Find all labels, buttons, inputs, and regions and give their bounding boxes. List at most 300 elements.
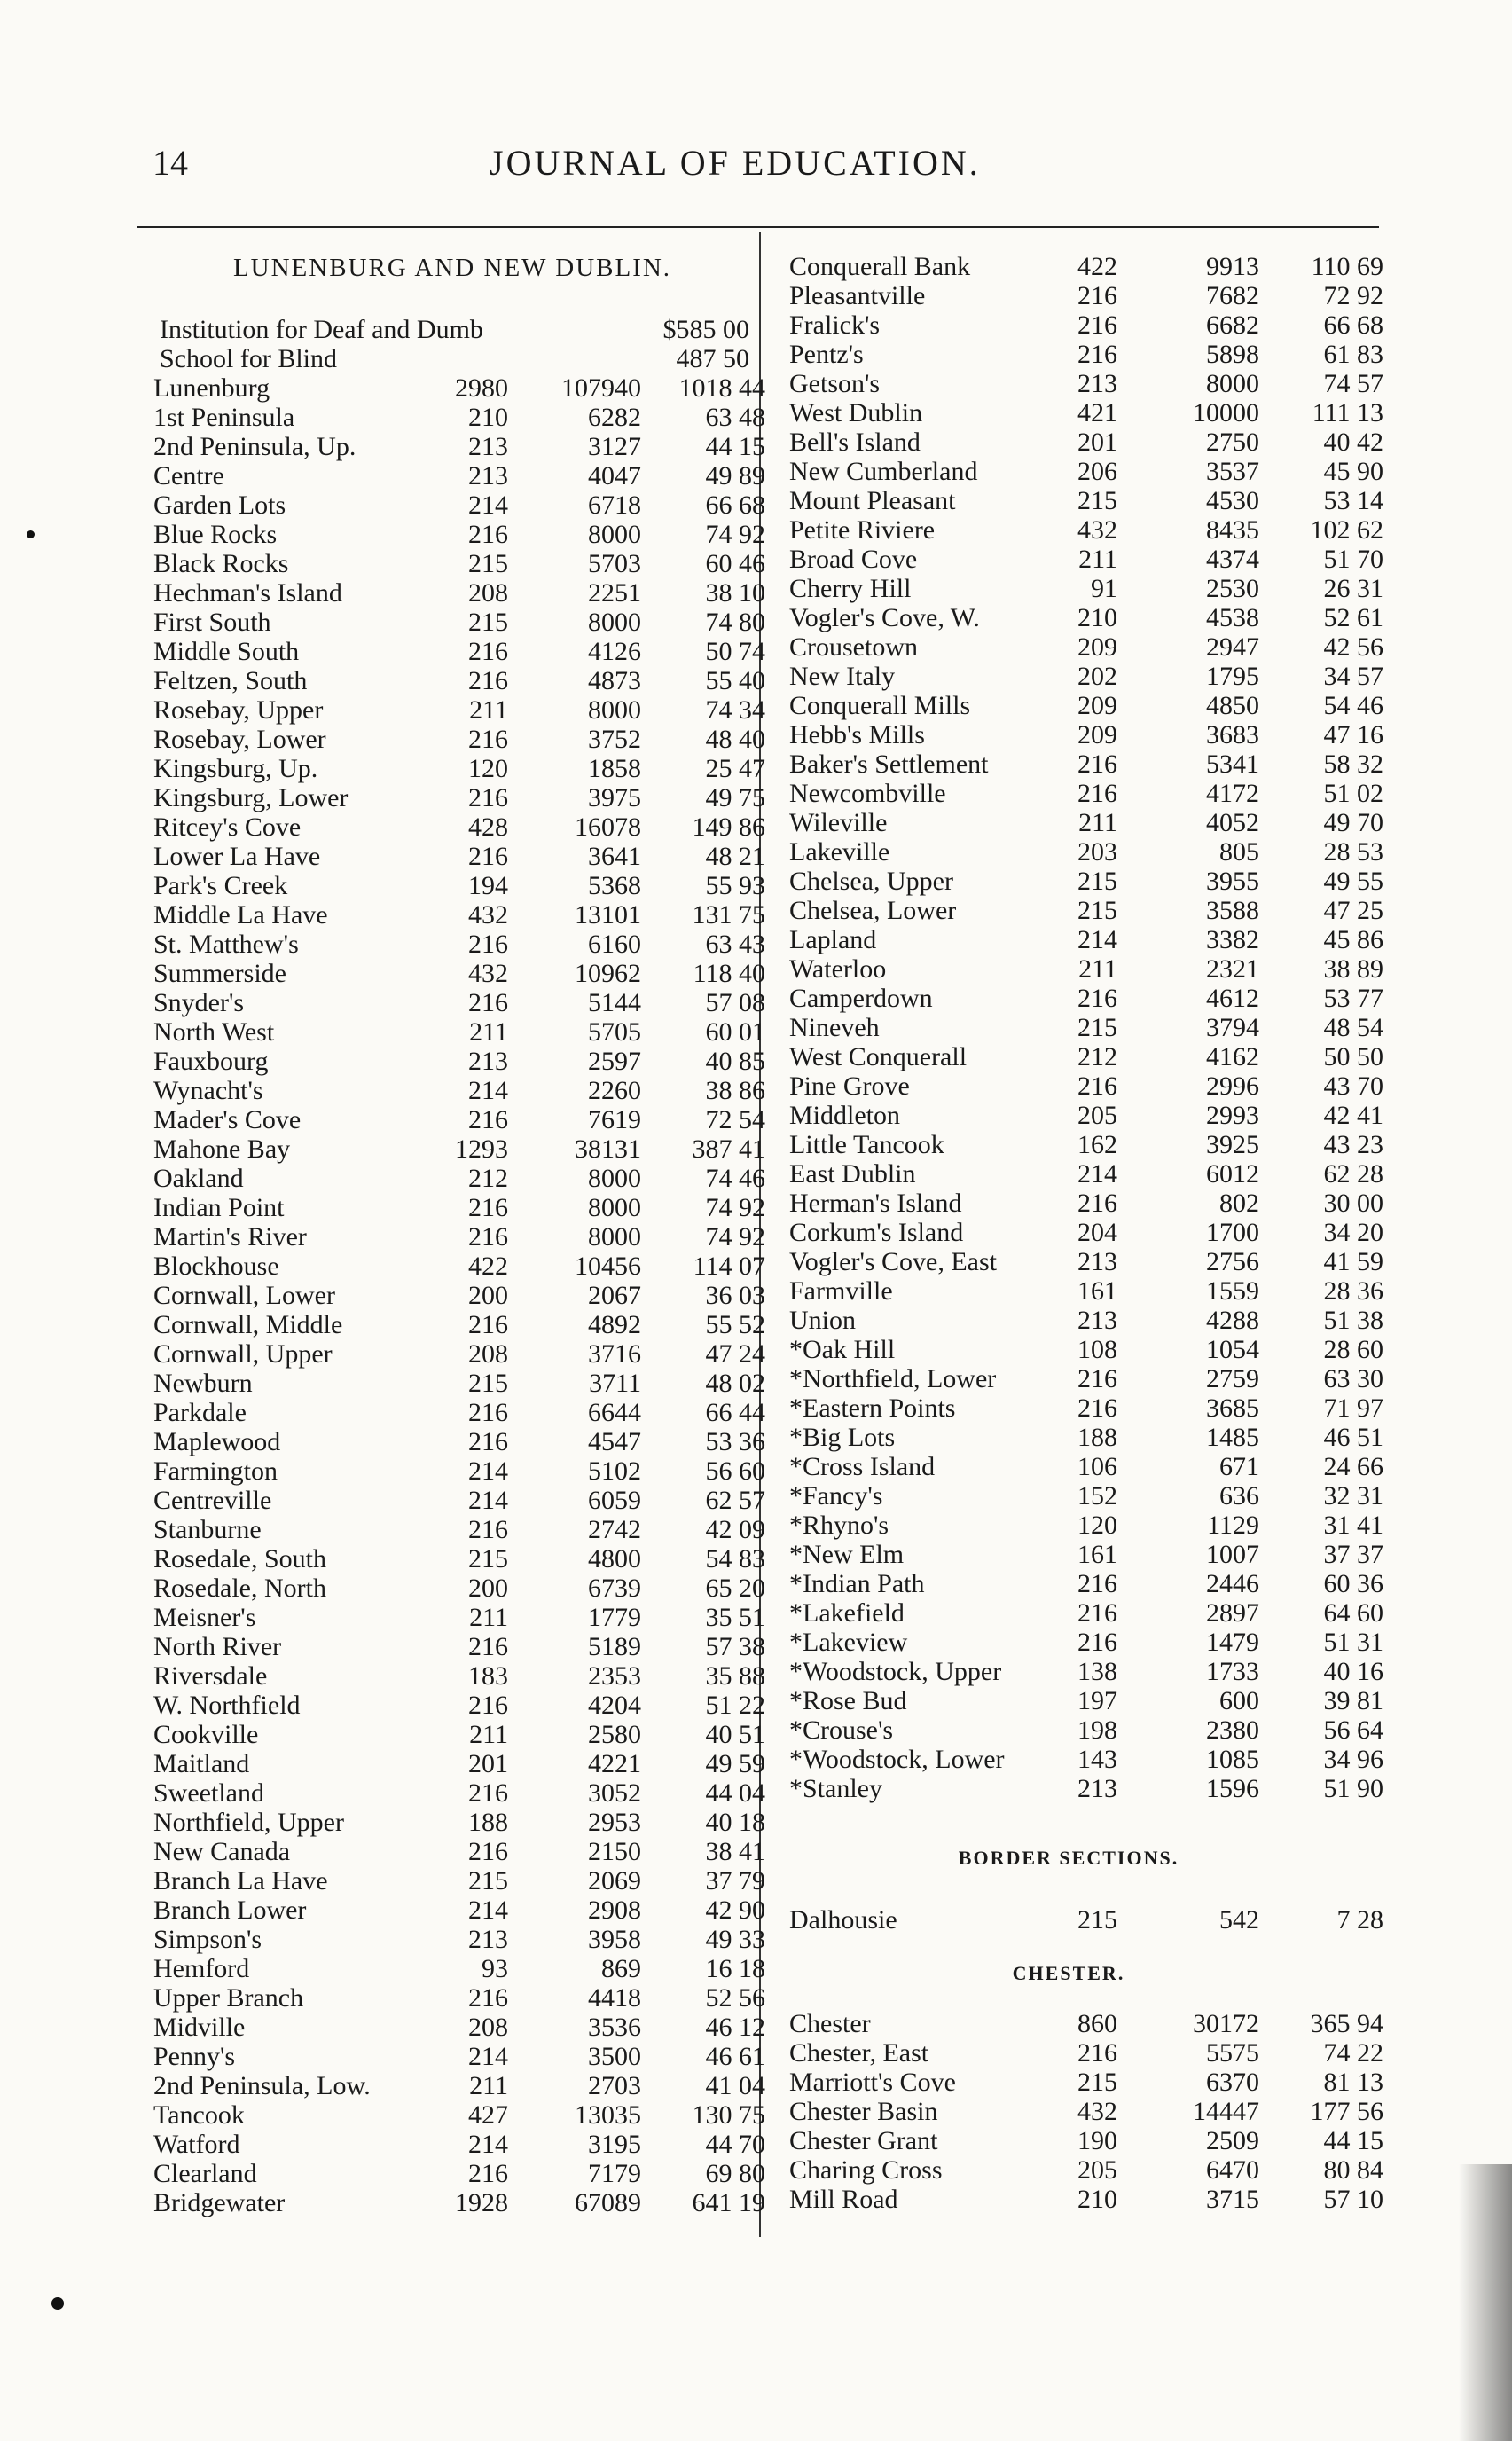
right-table-section-name: Vogler's Cove, W. <box>789 603 980 632</box>
right-table-section-name: Broad Cove <box>789 545 918 574</box>
left-table-row <box>153 373 774 403</box>
left-table-value-c1: 211 <box>469 2071 508 2100</box>
right-table-row <box>789 1715 1410 1745</box>
right-table-value-c2: 671 <box>1219 1452 1259 1481</box>
left-table-value-c3: 54 83 <box>705 1544 765 1574</box>
right-table-value-c2: 805 <box>1219 837 1259 867</box>
right-table-value-c2: 600 <box>1219 1686 1259 1715</box>
chester-row <box>789 2155 1410 2185</box>
right-table-value-c1: 216 <box>1077 1628 1117 1657</box>
right-table-value-c3: 54 46 <box>1323 691 1383 720</box>
left-table-value-c1: 200 <box>468 1574 508 1603</box>
left-table-row <box>153 988 774 1017</box>
left-table-value-c2: 3536 <box>588 2013 641 2042</box>
right-table-value-c2: 2996 <box>1206 1071 1259 1101</box>
left-table-value-c2: 6160 <box>588 930 641 959</box>
right-table-value-c1: 143 <box>1077 1745 1117 1774</box>
right-table-value-c3: 31 41 <box>1323 1511 1383 1540</box>
right-table-value-c3: 58 32 <box>1323 750 1383 779</box>
left-table-value-c1: 216 <box>468 783 508 812</box>
right-table-value-c1: 209 <box>1077 691 1117 720</box>
left-table-section-name: Lunenburg <box>153 373 270 403</box>
left-table-value-c3: 72 54 <box>705 1105 765 1134</box>
chester-value-c3: 177 56 <box>1310 2097 1383 2126</box>
left-table-row <box>153 432 774 461</box>
right-table-row <box>789 662 1410 691</box>
right-table-value-c3: 102 62 <box>1310 515 1383 545</box>
left-table-value-c3: 65 20 <box>705 1574 765 1603</box>
right-table-row <box>789 574 1410 603</box>
right-table-value-c3: 34 96 <box>1323 1745 1383 1774</box>
right-table-row <box>789 1042 1410 1071</box>
left-table-value-c1: 216 <box>468 725 508 754</box>
right-table-section-name: East Dublin <box>789 1159 916 1189</box>
right-table-row <box>789 252 1410 281</box>
left-table-value-c3: 16 18 <box>705 1954 765 1983</box>
right-table-value-c1: 206 <box>1077 457 1117 486</box>
left-table-row <box>153 959 774 988</box>
left-table-value-c1: 215 <box>468 608 508 637</box>
left-table-row <box>153 871 774 900</box>
left-table-value-c2: 3752 <box>588 725 641 754</box>
right-table-value-c1: 215 <box>1077 1013 1117 1042</box>
right-table-value-c3: 38 89 <box>1323 954 1383 984</box>
right-table-section-name: Farmville <box>789 1276 893 1306</box>
institution-row <box>160 315 754 344</box>
right-table-value-c3: 61 83 <box>1323 340 1383 369</box>
right-table-value-c3: 110 69 <box>1311 252 1383 281</box>
right-table-value-c2: 7682 <box>1206 281 1259 310</box>
right-table-value-c3: 60 36 <box>1323 1569 1383 1598</box>
right-table-section-name: West Conquerall <box>789 1042 968 1071</box>
right-table-section-name: Lapland <box>789 925 877 954</box>
right-table-section-name: Corkum's Island <box>789 1218 964 1247</box>
right-table-row <box>789 310 1410 340</box>
left-table-value-c2: 8000 <box>588 608 641 637</box>
left-table-row <box>153 1310 774 1339</box>
left-table-value-c1: 215 <box>468 1866 508 1896</box>
left-table-value-c1: 211 <box>469 1603 508 1632</box>
left-table-value-c1: 214 <box>468 1456 508 1486</box>
right-table-value-c3: 51 02 <box>1323 779 1383 808</box>
right-table-value-c3: 51 90 <box>1323 1774 1383 1803</box>
left-table-value-c1: 216 <box>468 1427 508 1456</box>
left-table-section-name: Watford <box>153 2130 240 2159</box>
left-table-section-name: Upper Branch <box>153 1983 304 2013</box>
border-section-name: Dalhousie <box>789 1905 897 1935</box>
right-table-row <box>789 1276 1410 1306</box>
right-table-row <box>789 720 1410 750</box>
chester-section-name: Marriott's Cove <box>789 2068 956 2097</box>
right-table-row <box>789 545 1410 574</box>
left-table-value-c1: 216 <box>468 1193 508 1222</box>
right-table-value-c2: 3925 <box>1206 1130 1259 1159</box>
left-table-value-c1: 194 <box>468 871 508 900</box>
left-table-section-name: Blockhouse <box>153 1252 279 1281</box>
chester-value-c3: 44 15 <box>1323 2126 1383 2155</box>
right-table-value-c3: 45 90 <box>1323 457 1383 486</box>
left-table-section-name: Ritcey's Cove <box>153 812 302 842</box>
left-table-section-name: North West <box>153 1017 275 1047</box>
left-table-value-c3: 49 75 <box>705 783 765 812</box>
left-table-value-c2: 2597 <box>588 1047 641 1076</box>
right-table-section-name: *Big Lots <box>789 1423 896 1452</box>
left-table-value-c1: 216 <box>468 842 508 871</box>
right-table-value-c2: 1733 <box>1206 1657 1259 1686</box>
left-table-section-name: Summerside <box>153 959 286 988</box>
left-table-value-c3: 37 79 <box>705 1866 765 1896</box>
right-table-row <box>789 1159 1410 1189</box>
left-table-section-name: 2nd Peninsula, Low. <box>153 2071 371 2100</box>
left-table-row <box>153 1603 774 1632</box>
right-table-section-name: Pleasantville <box>789 281 926 310</box>
left-table-section-name: Cornwall, Lower <box>153 1281 335 1310</box>
left-table-value-c3: 74 92 <box>705 1193 765 1222</box>
chester-value-c2: 14447 <box>1193 2097 1259 2126</box>
top-rule <box>137 226 1379 228</box>
right-table-value-c1: 205 <box>1077 1101 1117 1130</box>
right-table-value-c1: 203 <box>1077 837 1117 867</box>
right-table-value-c1: 152 <box>1077 1481 1117 1511</box>
left-table-row <box>153 2071 774 2100</box>
right-table-section-name: *Eastern Points <box>789 1393 956 1423</box>
left-table-section-name: Midville <box>153 2013 246 2042</box>
chester-value-c3: 80 84 <box>1323 2155 1383 2185</box>
left-table-value-c1: 183 <box>468 1661 508 1691</box>
left-table-value-c3: 60 46 <box>705 549 765 578</box>
left-table-value-c2: 4418 <box>588 1983 641 2013</box>
left-table-value-c1: 214 <box>468 1486 508 1515</box>
left-table-value-c1: 428 <box>468 812 508 842</box>
left-table-value-c3: 118 40 <box>693 959 765 988</box>
left-table-value-c3: 41 04 <box>705 2071 765 2100</box>
chester-section-name: Chester <box>789 2009 871 2038</box>
institution-amount: $585 00 <box>662 315 749 344</box>
left-table-value-c2: 3958 <box>588 1925 641 1954</box>
left-table-section-name: Kingsburg, Lower <box>153 783 349 812</box>
right-table-value-c3: 39 81 <box>1323 1686 1383 1715</box>
chester-section-name: Mill Road <box>789 2185 898 2214</box>
left-table-value-c3: 62 57 <box>705 1486 765 1515</box>
left-table-row <box>153 842 774 871</box>
right-table-section-name: Little Tancook <box>789 1130 944 1159</box>
left-table-value-c1: 215 <box>468 1544 508 1574</box>
left-table-value-c3: 40 85 <box>705 1047 765 1076</box>
right-table-value-c2: 6012 <box>1206 1159 1259 1189</box>
right-table-section-name: Crousetown <box>789 632 918 662</box>
left-table-value-c1: 208 <box>468 1339 508 1369</box>
left-table-value-c3: 57 38 <box>705 1632 765 1661</box>
left-table-value-c2: 2260 <box>588 1076 641 1105</box>
right-table-section-name: New Italy <box>789 662 896 691</box>
right-table-value-c2: 2750 <box>1206 428 1259 457</box>
right-table-section-name: *Crouse's <box>789 1715 894 1745</box>
left-table-row <box>153 1252 774 1281</box>
page-number: 14 <box>153 143 188 183</box>
left-table-value-c3: 55 52 <box>705 1310 765 1339</box>
left-table-value-c1: 213 <box>468 1925 508 1954</box>
left-table-section-name: Maitland <box>153 1749 250 1778</box>
right-table-row <box>789 1686 1410 1715</box>
left-table-row <box>153 1808 774 1837</box>
right-table-section-name: Bell's Island <box>789 428 921 457</box>
left-table-value-c1: 427 <box>468 2100 508 2130</box>
left-table-section-name: Penny's <box>153 2042 236 2071</box>
right-table-row <box>789 1101 1410 1130</box>
section-title-lunenburg: LUNENBURG AND NEW DUBLIN. <box>232 254 672 282</box>
left-table-row <box>153 2130 774 2159</box>
left-table-value-c3: 130 75 <box>692 2100 765 2130</box>
left-table-section-name: Park's Creek <box>153 871 288 900</box>
left-table-value-c3: 66 44 <box>705 1398 765 1427</box>
left-table-row <box>153 578 774 608</box>
right-table-value-c2: 5898 <box>1206 340 1259 369</box>
left-table-section-name: Middle South <box>153 637 300 666</box>
left-table-value-c2: 2953 <box>588 1808 641 1837</box>
right-table-value-c2: 1795 <box>1206 662 1259 691</box>
chester-value-c2: 3715 <box>1206 2185 1259 2214</box>
right-table-value-c1: 216 <box>1077 340 1117 369</box>
left-table-value-c1: 422 <box>468 1252 508 1281</box>
right-table-row <box>789 1364 1410 1393</box>
right-table-section-name: *Woodstock, Lower <box>789 1745 1005 1774</box>
left-table-value-c1: 216 <box>468 1837 508 1866</box>
right-table-row <box>789 779 1410 808</box>
right-table-section-name: New Cumberland <box>789 457 978 486</box>
left-table-section-name: Hemford <box>153 1954 250 1983</box>
right-table-value-c3: 41 59 <box>1323 1247 1383 1276</box>
border-value-c1: 215 <box>1077 1905 1117 1935</box>
right-table-value-c3: 40 42 <box>1323 428 1383 457</box>
left-table-row <box>153 1691 774 1720</box>
right-table-value-c1: 161 <box>1077 1540 1117 1569</box>
right-table-value-c1: 211 <box>1078 954 1117 984</box>
left-table-value-c1: 216 <box>468 637 508 666</box>
right-table-section-name: Union <box>789 1306 856 1335</box>
left-table-value-c3: 48 40 <box>705 725 765 754</box>
right-table-value-c3: 47 25 <box>1323 896 1383 925</box>
left-table-value-c2: 4547 <box>588 1427 641 1456</box>
left-table-value-c3: 36 03 <box>705 1281 765 1310</box>
left-table-value-c1: 215 <box>468 549 508 578</box>
right-table-row <box>789 1218 1410 1247</box>
right-table-value-c2: 3683 <box>1206 720 1259 750</box>
right-table-row <box>789 1598 1410 1628</box>
left-table-value-c2: 4047 <box>588 461 641 491</box>
right-table-section-name: Baker's Settlement <box>789 750 989 779</box>
chester-row <box>789 2009 1410 2038</box>
left-table-row <box>153 1193 774 1222</box>
left-table-value-c2: 10456 <box>575 1252 641 1281</box>
right-table-value-c3: 48 54 <box>1323 1013 1383 1042</box>
right-table-value-c2: 6682 <box>1206 310 1259 340</box>
left-table-value-c3: 46 12 <box>705 2013 765 2042</box>
border-row <box>789 1905 1410 1935</box>
left-table-value-c2: 5189 <box>588 1632 641 1661</box>
right-table-row <box>789 369 1410 398</box>
left-table-value-c1: 214 <box>468 2130 508 2159</box>
left-table-section-name: Indian Point <box>153 1193 285 1222</box>
left-table-value-c2: 6739 <box>588 1574 641 1603</box>
left-table-value-c1: 201 <box>468 1749 508 1778</box>
institution-name: School for Blind <box>160 344 337 373</box>
left-table-section-name: Garden Lots <box>153 491 286 520</box>
left-table-value-c3: 63 43 <box>705 930 765 959</box>
right-table-value-c3: 64 60 <box>1323 1598 1383 1628</box>
left-table-value-c1: 214 <box>468 491 508 520</box>
ink-speck <box>27 530 35 538</box>
left-table-section-name: Middle La Have <box>153 900 328 930</box>
right-table-section-name: *Woodstock, Upper <box>789 1657 1002 1686</box>
left-table-value-c3: 74 34 <box>705 695 765 725</box>
chester-value-c3: 57 10 <box>1323 2185 1383 2214</box>
right-table-value-c2: 2380 <box>1206 1715 1259 1745</box>
right-table-value-c2: 4530 <box>1206 486 1259 515</box>
right-table-value-c3: 62 28 <box>1323 1159 1383 1189</box>
left-table-value-c1: 213 <box>468 461 508 491</box>
chester-section-name: Chester, East <box>789 2038 929 2068</box>
right-table-section-name: Lakeville <box>789 837 890 867</box>
right-table-value-c3: 53 14 <box>1323 486 1383 515</box>
right-table-section-name: Chelsea, Upper <box>789 867 953 896</box>
right-table-value-c3: 26 31 <box>1323 574 1383 603</box>
right-table-row <box>789 984 1410 1013</box>
left-table-value-c3: 38 41 <box>705 1837 765 1866</box>
left-table-row <box>153 1427 774 1456</box>
right-table-row <box>789 954 1410 984</box>
institution-amount: 487 50 <box>676 344 749 373</box>
left-table-value-c2: 8000 <box>588 520 641 549</box>
right-table-value-c1: 216 <box>1077 1071 1117 1101</box>
left-table-value-c2: 16078 <box>575 812 641 842</box>
right-table-value-c2: 4162 <box>1206 1042 1259 1071</box>
right-table-value-c3: 52 61 <box>1323 603 1383 632</box>
left-table-section-name: Wynacht's <box>153 1076 263 1105</box>
left-table-value-c1: 1928 <box>455 2188 508 2217</box>
right-table-row <box>789 1745 1410 1774</box>
right-table-row <box>789 632 1410 662</box>
left-table-row <box>153 1954 774 1983</box>
right-table-section-name: *Rose Bud <box>789 1686 907 1715</box>
left-table-value-c3: 38 86 <box>705 1076 765 1105</box>
right-table-value-c2: 4172 <box>1206 779 1259 808</box>
left-table-section-name: Rosebay, Upper <box>153 695 324 725</box>
left-table-value-c2: 2580 <box>588 1720 641 1749</box>
right-table-value-c1: 215 <box>1077 867 1117 896</box>
right-table-value-c2: 3537 <box>1206 457 1259 486</box>
right-table-section-name: Newcombville <box>789 779 946 808</box>
right-table-value-c1: 215 <box>1077 486 1117 515</box>
left-table-row <box>153 1456 774 1486</box>
left-table-section-name: Simpson's <box>153 1925 262 1954</box>
left-table-section-name: Oakland <box>153 1164 244 1193</box>
left-table-value-c3: 40 51 <box>705 1720 765 1749</box>
left-table-value-c1: 212 <box>468 1164 508 1193</box>
left-table-section-name: Branch La Have <box>153 1866 328 1896</box>
right-table-value-c3: 28 60 <box>1323 1335 1383 1364</box>
left-table-value-c1: 93 <box>482 1954 508 1983</box>
right-table-row <box>789 603 1410 632</box>
chester-value-c2: 2509 <box>1206 2126 1259 2155</box>
left-table-value-c2: 2908 <box>588 1896 641 1925</box>
chester-value-c1: 432 <box>1077 2097 1117 2126</box>
right-table-value-c2: 4850 <box>1206 691 1259 720</box>
left-table-value-c2: 3500 <box>588 2042 641 2071</box>
left-table-value-c1: 214 <box>468 2042 508 2071</box>
right-table-row <box>789 1774 1410 1803</box>
left-table-value-c2: 6282 <box>588 403 641 432</box>
left-table-row <box>153 549 774 578</box>
right-table-value-c3: 49 55 <box>1323 867 1383 896</box>
left-table-value-c2: 2251 <box>588 578 641 608</box>
right-table-value-c3: 24 66 <box>1323 1452 1383 1481</box>
left-table-section-name: Feltzen, South <box>153 666 308 695</box>
right-table-value-c1: 91 <box>1091 574 1117 603</box>
right-table-section-name: Mount Pleasant <box>789 486 956 515</box>
right-table-row <box>789 457 1410 486</box>
right-table-section-name: Getson's <box>789 369 881 398</box>
left-table-value-c3: 35 88 <box>705 1661 765 1691</box>
left-table-value-c2: 6718 <box>588 491 641 520</box>
chester-value-c3: 365 94 <box>1310 2009 1383 2038</box>
right-table-value-c2: 2759 <box>1206 1364 1259 1393</box>
right-table-value-c3: 51 70 <box>1323 545 1383 574</box>
right-table-value-c2: 2530 <box>1206 574 1259 603</box>
left-table-section-name: Martin's River <box>153 1222 307 1252</box>
right-table-section-name: Hebb's Mills <box>789 720 925 750</box>
right-table-value-c1: 215 <box>1077 896 1117 925</box>
chester-row <box>789 2038 1410 2068</box>
left-table-section-name: New Canada <box>153 1837 291 1866</box>
left-table-section-name: Newburn <box>153 1369 253 1398</box>
left-table-section-name: Parkdale <box>153 1398 247 1427</box>
left-table-row <box>153 930 774 959</box>
right-table-value-c2: 5341 <box>1206 750 1259 779</box>
left-table-value-c1: 210 <box>468 403 508 432</box>
scan-edge-shadow <box>1459 2164 1512 2441</box>
left-table-value-c1: 216 <box>468 1398 508 1427</box>
chester-value-c1: 216 <box>1077 2038 1117 2068</box>
left-table-value-c3: 66 68 <box>705 491 765 520</box>
right-table-value-c1: 162 <box>1077 1130 1117 1159</box>
left-table-value-c2: 8000 <box>588 1164 641 1193</box>
left-table-row <box>153 2013 774 2042</box>
left-table-row <box>153 1222 774 1252</box>
left-table-section-name: Farmington <box>153 1456 278 1486</box>
left-table-value-c3: 48 21 <box>705 842 765 871</box>
left-table-value-c2: 67089 <box>575 2188 641 2217</box>
left-table-row <box>153 1632 774 1661</box>
left-table-value-c3: 74 92 <box>705 1222 765 1252</box>
left-table-value-c1: 216 <box>468 1778 508 1808</box>
right-table-value-c2: 4612 <box>1206 984 1259 1013</box>
left-table-row <box>153 1017 774 1047</box>
right-table-value-c1: 216 <box>1077 984 1117 1013</box>
left-table-section-name: Rosedale, North <box>153 1574 326 1603</box>
left-table-section-name: Centre <box>153 461 224 491</box>
right-table-section-name: Pentz's <box>789 340 864 369</box>
right-table-section-name: West Dublin <box>789 398 923 428</box>
right-table-row <box>789 1306 1410 1335</box>
right-table-row <box>789 1393 1410 1423</box>
chester-value-c2: 6370 <box>1206 2068 1259 2097</box>
right-table-value-c2: 3588 <box>1206 896 1259 925</box>
right-table-row <box>789 750 1410 779</box>
left-table-row <box>153 1339 774 1369</box>
right-table-value-c3: 37 37 <box>1323 1540 1383 1569</box>
left-table-row <box>153 1544 774 1574</box>
left-table-section-name: Kingsburg, Up. <box>153 754 318 783</box>
